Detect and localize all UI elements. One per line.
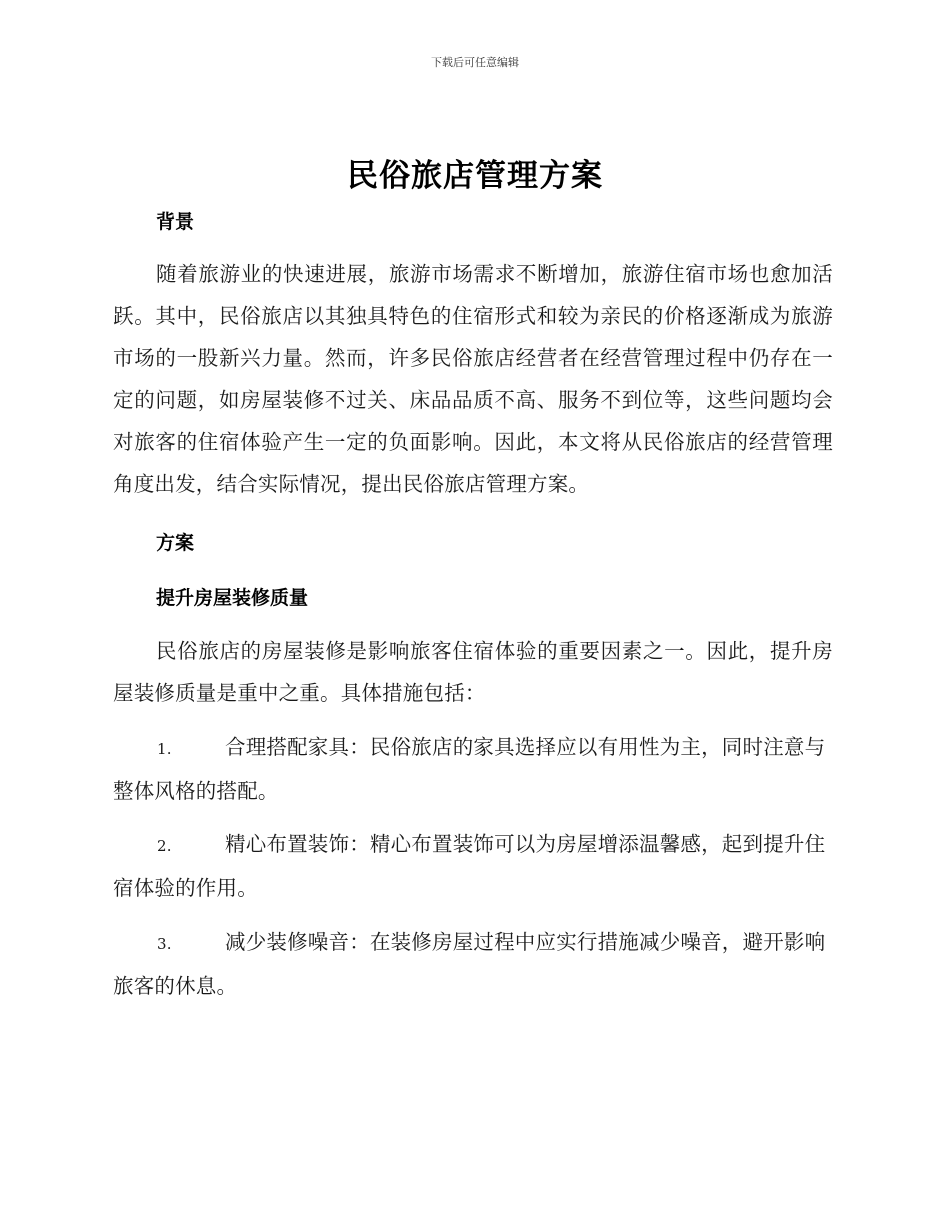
page-header-note: 下载后可任意编辑	[431, 56, 519, 69]
subheading-renovation-quality: 提升房屋装修质量	[156, 587, 309, 609]
section-heading-plan: 方案	[156, 532, 195, 554]
background-paragraph: 随着旅游业的快速进展，旅游市场需求不断增加，旅游住宿市场也愈加活跃。其中，民俗旅店以其独具特色的住宿形式和较为亲民的价格逐渐成为旅游市场的一股新兴力量。然而，许多民俗旅店经营者在经营管理过程中仍存在一定的问题，如房屋装修不过关、床品品质不高、服务不到位等，这些问题均会对旅客的住宿体验产生一定的负面影响。因此，本文将从民俗旅店的经营管理角度出发，结合实际情况，提出民俗旅店管理方案。	[113, 262, 833, 496]
list-item	[113, 921, 833, 1007]
list-item	[113, 726, 833, 812]
list-item-text: 合理搭配家具：民俗旅店的家具选择应以有用性为主，同时注意与整体风格的搭配。	[113, 735, 826, 803]
renovation-paragraph: 民俗旅店的房屋装修是影响旅客住宿体验的重要因素之一。因此，提升房屋装修质量是重中之重。具体措施包括：	[113, 639, 833, 705]
list-item-number: 2.	[157, 837, 172, 855]
document-title: 民俗旅店管理方案	[347, 158, 603, 194]
list-item	[113, 823, 833, 909]
list-item-number: 1.	[157, 740, 172, 758]
section-heading-background: 背景	[156, 211, 195, 233]
list-item-text: 减少装修噪音：在装修房屋过程中应实行措施减少噪音，避开影响旅客的休息。	[113, 930, 826, 998]
list-item-text: 精心布置装饰：精心布置装饰可以为房屋增添温馨感，起到提升住宿体验的作用。	[113, 832, 826, 900]
list-item-number: 3.	[157, 935, 172, 953]
